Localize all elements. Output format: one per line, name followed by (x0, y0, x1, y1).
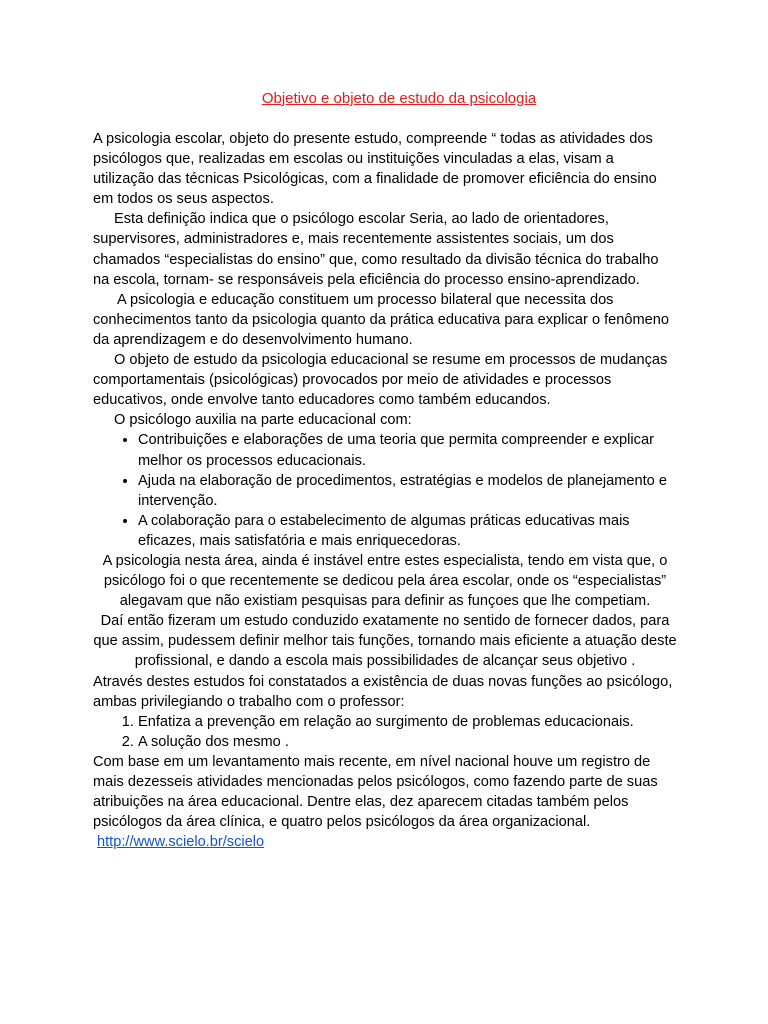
bullet-list (93, 430, 677, 551)
list-item: • A colaboração para o estabelecimento de algumas práticas educativas mais eficazes, mais satisfatória e mais enriquecedoras. (138, 511, 677, 551)
list-item: • Ajuda na elaboração de procedimentos, estratégias e modelos de planejamento e intervenção. (138, 471, 677, 511)
paragraph-area-instavel: A psicologia nesta área, ainda é instável entre estes especialista, tendo em vista que, o psicólogo foi o que recentemente se dedicou pela área escolar, onde os “especialistas” alegavam que não existiam pesquisas para definir as funçoes que lhe competiam. (102, 552, 668, 610)
document-page (93, 89, 677, 852)
paragraph-estudo-conduzido: Daí então fizeram um estudo conduzido exatamente no sentido de fornecer dados, para que assim, pudessem definir melhor tais funções, tornando mais eficiente a atuação deste profissional, e dando a escola mais possibilidades de alcançar seus objetivo . (93, 613, 677, 670)
document-title: Objetivo e objeto de estudo da psicologia (261, 90, 537, 107)
source-link[interactable]: http://www.scielo.br/scielo (97, 834, 265, 851)
list-item: 1. Enfatiza a prevenção em relação ao surgimento de problemas educacionais. (138, 712, 677, 732)
list-item: 2. A solução dos mesmo . (138, 732, 677, 752)
paragraph-novas-funcoes: Através destes estudos foi constatados a existência de duas novas funções ao psicólogo, ambas privilegiando o trabalho com o professor: (93, 673, 673, 710)
paragraph-definition: A psicologia escolar, objeto do presente estudo, compreende “ todas as atividades dos psicólogos que, realizadas em escolas ou instituições vinculadas a elas, visam a utilização das técnicas Psicológicas, com a finalidade de promover eficiência do ensino em todos os seus aspectos. (93, 131, 657, 208)
paragraph-objeto-estudo: O objeto de estudo da psicologia educacional se resume em processos de mudanças comportamentais (psicológicas) provocados por meio de atividades e processos educativos, onde envolve tanto educadores como também educandos. (93, 352, 668, 409)
paragraph-psicologo-escolar: Esta definição indica que o psicólogo escolar Seria, ao lado de orientadores, supervisores, administradores e, mais recentemente assistentes sociais, um dos chamados “especialistas do ensino” que, como resultado da divisão técnica do trabalho na escola, tornam- se responsáveis pela eficiência do processo ensino-aprendizado. (93, 211, 659, 288)
list-item: • Contribuições e elaborações de uma teoria que permita compreender e explicar melhor os processos educacionais. (138, 430, 677, 470)
paragraph-levantamento: Com base em um levantamento mais recente, em nível nacional houve um registro de mais dezesseis atividades mencionadas pelos psicólogos, como fazendo parte de suas atribuições na área educacional. Dentre elas, dez aparecem citadas também pelos psicólogos da área clínica, e quatro pelos psicólogos da área organizacional. (93, 753, 658, 831)
paragraph-processo-bilateral: A psicologia e educação constituem um processo bilateral que necessita dos conhecimentos tanto da psicologia quanto da prática educativa para explicar o fenômeno da aprendizagem e do desenvolvimento humano. (93, 291, 670, 348)
numbered-list (93, 712, 677, 752)
paragraph-psicologo-auxilia: O psicólogo auxilia na parte educacional com: (114, 412, 412, 429)
